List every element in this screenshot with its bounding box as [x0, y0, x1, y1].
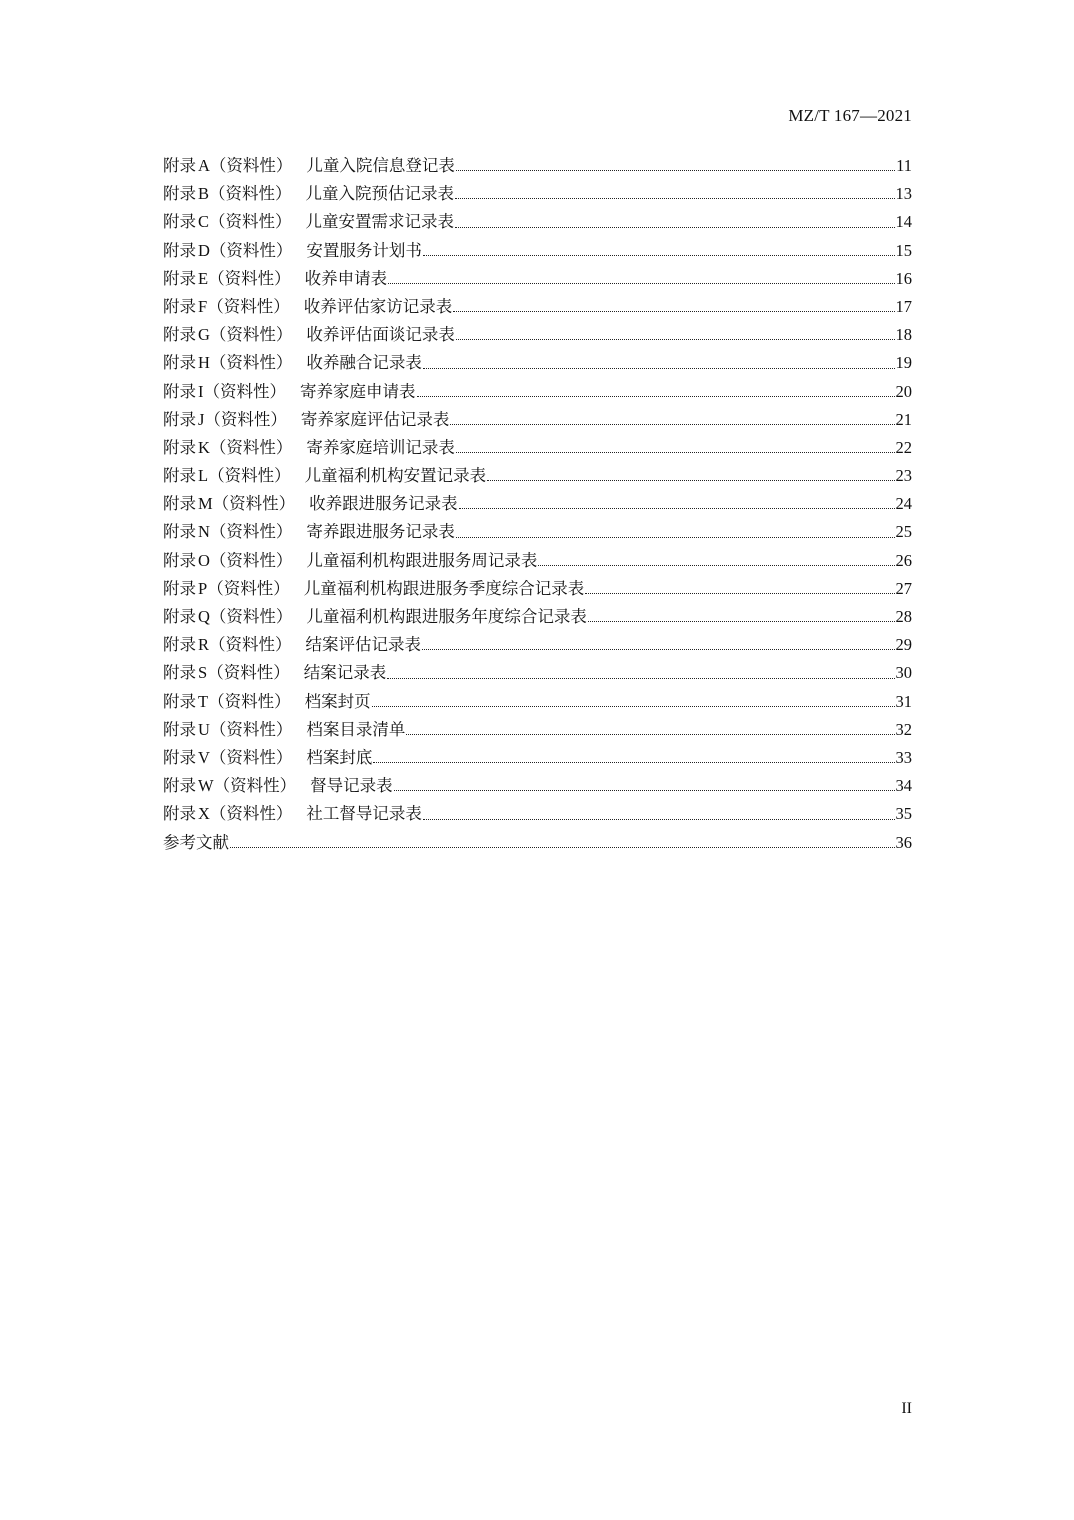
appendix-title: 安置服务计划书	[306, 240, 422, 260]
appendix-note: （资料性）	[207, 578, 290, 598]
standard-code: MZ/T 167—2021	[788, 106, 912, 125]
appendix-title: 档案封页	[304, 691, 371, 711]
page-number: 22	[895, 437, 912, 457]
appendix-note: （资料性）	[213, 776, 297, 796]
appendix-prefix: 附录	[163, 466, 196, 486]
toc-entry[interactable]	[163, 265, 912, 293]
page-number: 23	[895, 466, 912, 486]
appendix-prefix: 附录	[163, 719, 196, 739]
appendix-note: （资料性）	[209, 212, 292, 232]
appendix-prefix: 附录	[163, 522, 196, 542]
appendix-note: （资料性）	[209, 353, 293, 373]
appendix-note: （资料性）	[208, 466, 291, 486]
appendix-letter: M	[198, 494, 213, 514]
appendix-letter: V	[198, 747, 210, 767]
dot-leader	[455, 197, 894, 199]
dot-leader	[456, 169, 895, 171]
appendix-note: （资料性）	[209, 719, 293, 739]
page-number: 14	[895, 212, 912, 232]
appendix-title: 儿童入院预估记录表	[305, 184, 455, 204]
appendix-title: 结案评估记录表	[305, 635, 422, 655]
toc-entry[interactable]	[163, 434, 912, 462]
appendix-prefix: 附录	[163, 353, 196, 373]
appendix-title: 寄养跟进服务记录表	[306, 522, 455, 542]
page-number: 16	[895, 268, 912, 288]
dot-leader	[422, 648, 894, 650]
appendix-prefix: 附录	[163, 296, 196, 316]
toc-entry[interactable]	[163, 772, 912, 800]
dot-leader	[588, 620, 895, 622]
page-number: 25	[895, 522, 912, 542]
dot-leader	[450, 423, 894, 425]
appendix-letter: B	[198, 184, 210, 204]
page-number: 24	[895, 494, 912, 514]
appendix-prefix: 附录	[163, 381, 196, 401]
appendix-prefix: 附录	[163, 437, 196, 457]
appendix-letter: K	[198, 437, 210, 457]
appendix-title: 收养申请表	[304, 268, 388, 288]
toc-entry[interactable]	[163, 321, 912, 349]
appendix-note: （资料性）	[208, 691, 291, 711]
appendix-letter: I	[198, 381, 204, 401]
appendix-title: 收养跟进服务记录表	[309, 494, 458, 514]
appendix-letter: O	[198, 550, 210, 570]
toc-entry[interactable]	[163, 603, 912, 631]
page-number: 30	[895, 663, 912, 683]
appendix-letter: U	[198, 719, 210, 739]
appendix-note: （资料性）	[207, 296, 290, 316]
toc-entry[interactable]	[163, 800, 912, 828]
page-number: 28	[895, 607, 912, 626]
appendix-letter: E	[198, 268, 209, 288]
appendix-note: （资料性）	[204, 409, 287, 429]
appendix-note: （资料性）	[209, 804, 293, 824]
appendix-prefix: 附录	[163, 156, 196, 175]
table-of-contents	[163, 152, 912, 857]
appendix-prefix: 附录	[163, 212, 196, 232]
appendix-letter: L	[198, 466, 209, 486]
appendix-title: 寄养家庭培训记录表	[306, 437, 455, 457]
page-number: 17	[895, 296, 912, 316]
toc-entry[interactable]	[163, 518, 912, 546]
appendix-prefix: 附录	[163, 691, 196, 711]
appendix-title: 儿童安置需求记录表	[305, 212, 455, 232]
appendix-prefix: 附录	[163, 635, 196, 655]
dot-leader	[423, 254, 895, 256]
dot-leader	[453, 310, 894, 312]
dot-leader	[456, 451, 895, 453]
references-title: 参考文献	[163, 832, 229, 852]
dot-leader	[585, 592, 894, 594]
toc-entry[interactable]	[163, 406, 912, 434]
dot-leader	[459, 507, 895, 509]
appendix-title: 档案目录清单	[306, 719, 406, 739]
appendix-prefix: 附录	[163, 607, 196, 626]
page-number: 18	[895, 325, 912, 345]
toc-entry[interactable]	[163, 462, 912, 490]
dot-leader	[456, 536, 895, 538]
dot-leader	[455, 226, 894, 228]
page-number: 20	[895, 381, 912, 401]
toc-entry[interactable]	[163, 208, 912, 236]
toc-entry[interactable]	[163, 293, 912, 321]
toc-entry[interactable]	[163, 152, 912, 180]
dot-leader	[423, 818, 895, 820]
appendix-title: 档案封底	[306, 747, 373, 767]
dot-leader	[394, 789, 895, 791]
appendix-note: （资料性）	[209, 437, 293, 457]
toc-entry[interactable]	[163, 180, 912, 208]
toc-entry[interactable]	[163, 688, 912, 716]
appendix-note: （资料性）	[209, 635, 292, 655]
toc-entry[interactable]	[163, 659, 912, 687]
appendix-title: 儿童福利机构跟进服务年度综合记录表	[306, 607, 587, 626]
appendix-title: 收养评估面谈记录表	[306, 325, 455, 345]
toc-entry[interactable]	[163, 378, 912, 406]
appendix-prefix: 附录	[163, 268, 196, 288]
appendix-letter: W	[198, 776, 214, 796]
dot-leader	[230, 846, 895, 848]
appendix-letter: S	[198, 663, 208, 683]
appendix-letter: A	[198, 156, 210, 175]
toc-entry[interactable]	[163, 547, 912, 575]
appendix-prefix: 附录	[163, 776, 196, 796]
appendix-title: 结案记录表	[303, 663, 387, 683]
appendix-note: （资料性）	[208, 268, 291, 288]
dot-leader	[387, 677, 894, 679]
appendix-note: （资料性）	[207, 663, 290, 683]
page-number: 21	[895, 409, 912, 429]
page-number: 26	[895, 550, 912, 570]
appendix-title: 督导记录表	[310, 776, 393, 796]
page-number: 35	[895, 804, 912, 824]
dot-leader	[388, 282, 894, 284]
appendix-letter: C	[198, 212, 210, 232]
appendix-title: 收养融合记录表	[306, 353, 422, 373]
page-number: 33	[895, 747, 912, 767]
appendix-title: 寄养家庭申请表	[300, 381, 416, 401]
appendix-note: （资料性）	[209, 184, 292, 204]
dot-leader	[538, 564, 894, 566]
footer-page-number: II	[901, 1400, 912, 1417]
appendix-title: 社工督导记录表	[306, 804, 422, 824]
toc-entry[interactable]	[163, 631, 912, 659]
appendix-prefix: 附录	[163, 578, 196, 598]
appendix-note: （资料性）	[209, 156, 293, 175]
appendix-note: （资料性）	[209, 607, 293, 626]
dot-leader	[423, 367, 895, 369]
appendix-letter: P	[198, 578, 208, 598]
toc-entry[interactable]	[163, 744, 912, 772]
appendix-prefix: 附录	[163, 325, 196, 345]
appendix-letter: Q	[198, 607, 210, 626]
page-number: 36	[895, 832, 912, 852]
page-number: 13	[895, 184, 912, 204]
appendix-title: 寄养家庭评估记录表	[300, 409, 450, 429]
appendix-letter: J	[198, 409, 205, 429]
page-number: 11	[896, 156, 912, 175]
appendix-note: （资料性）	[209, 325, 293, 345]
toc-entry[interactable]	[163, 575, 912, 603]
appendix-letter: D	[198, 240, 210, 260]
appendix-prefix: 附录	[163, 747, 196, 767]
dot-leader	[456, 338, 895, 340]
toc-entry[interactable]	[163, 349, 912, 377]
page-number: 29	[895, 635, 912, 655]
appendix-note: （资料性）	[209, 747, 293, 767]
appendix-letter: G	[198, 325, 210, 345]
appendix-title: 儿童福利机构安置记录表	[304, 466, 487, 486]
appendix-prefix: 附录	[163, 663, 196, 683]
toc-entry-references[interactable]	[163, 829, 912, 857]
appendix-letter: R	[198, 635, 210, 655]
appendix-title: 儿童入院信息登记表	[306, 156, 455, 175]
appendix-letter: H	[198, 353, 210, 373]
appendix-note: （资料性）	[209, 240, 293, 260]
toc-entry[interactable]	[163, 237, 912, 265]
appendix-prefix: 附录	[163, 184, 196, 204]
appendix-prefix: 附录	[163, 494, 196, 514]
appendix-letter: F	[198, 296, 208, 316]
dot-leader	[417, 395, 895, 397]
appendix-note: （资料性）	[209, 550, 293, 570]
dot-leader	[487, 479, 894, 481]
page-number: 19	[895, 353, 912, 373]
appendix-prefix: 附录	[163, 409, 196, 429]
appendix-title: 儿童福利机构跟进服务周记录表	[306, 550, 538, 570]
page-number: 15	[895, 240, 912, 260]
appendix-note: （资料性）	[209, 522, 293, 542]
appendix-prefix: 附录	[163, 804, 196, 824]
toc-entry[interactable]	[163, 716, 912, 744]
appendix-letter: X	[198, 804, 210, 824]
dot-leader	[372, 705, 895, 707]
appendix-prefix: 附录	[163, 550, 196, 570]
dot-leader	[373, 761, 894, 763]
dot-leader	[406, 733, 894, 735]
appendix-title: 收养评估家访记录表	[303, 296, 453, 316]
page-number: 27	[895, 578, 912, 598]
appendix-title: 儿童福利机构跟进服务季度综合记录表	[303, 578, 585, 598]
appendix-prefix: 附录	[163, 240, 196, 260]
appendix-note: （资料性）	[212, 494, 296, 514]
appendix-note: （资料性）	[203, 381, 286, 401]
appendix-letter: N	[198, 522, 210, 542]
page-number: 31	[895, 691, 912, 711]
page-number: 34	[895, 776, 912, 796]
page-number: 32	[895, 719, 912, 739]
appendix-letter: T	[198, 691, 209, 711]
toc-entry[interactable]	[163, 490, 912, 518]
